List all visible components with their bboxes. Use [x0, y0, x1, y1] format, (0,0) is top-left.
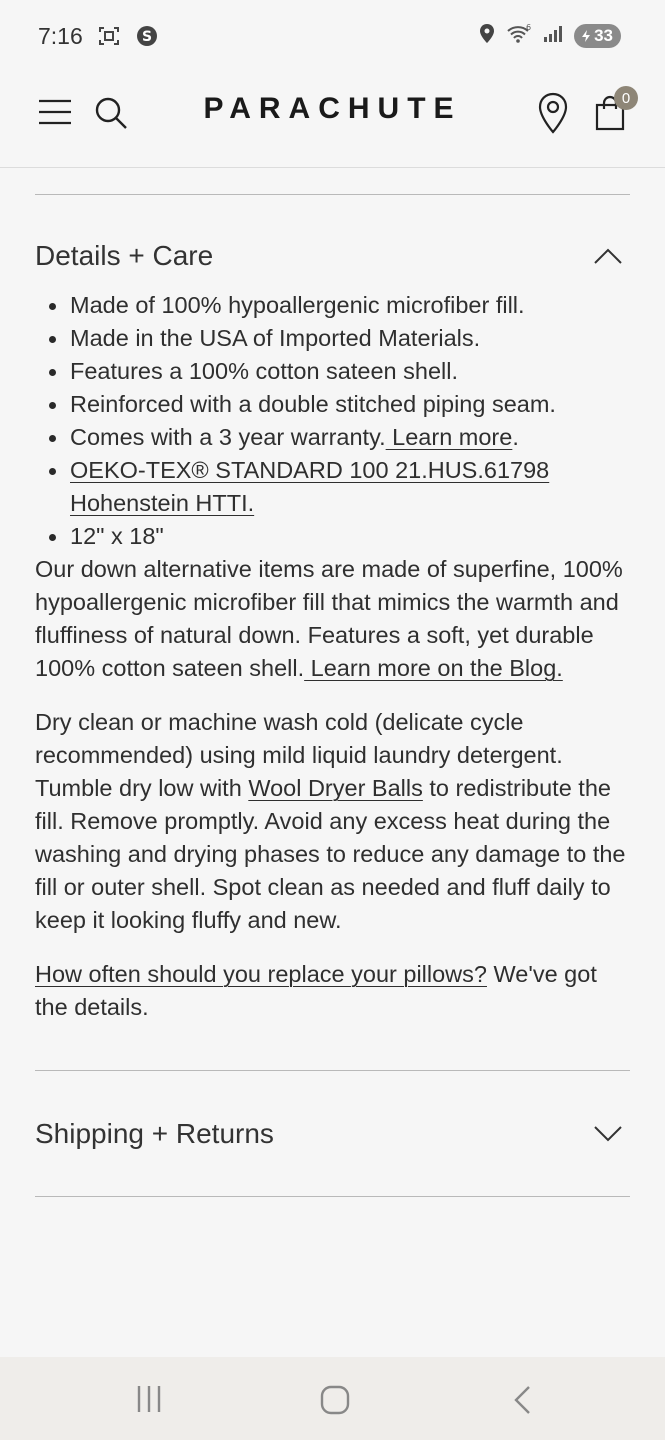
cart-button[interactable] [594, 89, 631, 132]
recent-apps-icon [134, 1384, 164, 1414]
description-paragraph [35, 553, 630, 685]
signal-icon [542, 24, 564, 49]
faq-paragraph [35, 958, 630, 1024]
learn-more-blog-link[interactable]: Learn more on the Blog. [304, 655, 563, 681]
home-button[interactable] [316, 1381, 354, 1419]
details-care-panel [35, 289, 630, 1024]
care-text-continued: to redistribute the fill. Remove promptly. Avoid any excess heat during the washing and drying phases to reduce any damage to the fill or outer shell. Spot clean as needed and fluff daily to keep it looking fluffy and new. [35, 775, 626, 933]
back-icon [512, 1385, 532, 1415]
warranty-text: Comes with a 3 year warranty. [70, 424, 386, 450]
wifi-icon [506, 24, 532, 49]
recent-apps-button[interactable] [130, 1383, 168, 1415]
svg-text:6: 6 [526, 23, 532, 32]
warranty-learn-more-link[interactable]: Learn more [385, 424, 513, 450]
status-right [478, 23, 621, 50]
status-left [38, 23, 159, 50]
list-item [35, 454, 630, 520]
list-item: 12" x 18" [35, 520, 630, 553]
list-item: Reinforced with a double stitched piping seam. [35, 388, 630, 421]
svg-text:S: S [141, 29, 152, 45]
home-icon [320, 1385, 350, 1415]
chevron-down-icon [592, 1118, 624, 1150]
period: . [512, 424, 519, 450]
cart-count-badge: 0 [614, 86, 638, 110]
product-info-accordion [35, 168, 630, 1197]
store-locator-button[interactable] [536, 92, 570, 134]
list-item: Features a 100% cotton sateen shell. [35, 355, 630, 388]
system-navigation-bar [0, 1357, 665, 1440]
site-header [0, 72, 665, 168]
replace-pillows-link[interactable]: How often should you replace your pillows? [35, 961, 487, 987]
screenshot-icon [97, 24, 121, 48]
wool-dryer-balls-link[interactable]: Wool Dryer Balls [248, 775, 423, 801]
back-button[interactable] [505, 1381, 539, 1419]
status-bar [0, 0, 665, 72]
app-s-icon [135, 24, 159, 48]
shipping-returns-toggle[interactable] [35, 1071, 630, 1196]
details-care-title: Details + Care [35, 239, 214, 271]
status-time: 7:16 [38, 22, 83, 49]
details-list [35, 289, 630, 553]
brand-logo[interactable]: PARACHUTE [203, 92, 462, 125]
divider [35, 1196, 630, 1197]
care-instructions-paragraph [35, 706, 630, 937]
list-item: Made in the USA of Imported Materials. [35, 322, 630, 355]
location-status-icon [478, 23, 496, 50]
battery-level: 33 [594, 26, 613, 45]
faq-text: We've got the details. [35, 961, 597, 1020]
chevron-up-icon [592, 240, 624, 272]
oeko-tex-link[interactable]: OEKO-TEX® STANDARD 100 21.HUS.61798 Hohenstein HTTI. [70, 457, 550, 516]
list-item [35, 421, 630, 454]
care-text: Dry clean or machine wash cold (delicate cycle recommended) using mild liquid laundry detergent. Tumble dry low with [35, 709, 563, 801]
list-item: Made of 100% hypoallergenic microfiber fill. [35, 289, 630, 322]
battery-indicator [574, 24, 621, 48]
description-text: Our down alternative items are made of superfine, 100% hypoallergenic microfiber fill that mimics the warmth and fluffiness of natural down. Features a soft, yet durable 100% cotton sateen shell. [35, 556, 623, 681]
shipping-returns-title: Shipping + Returns [35, 1117, 274, 1149]
location-pin-icon [537, 92, 569, 134]
